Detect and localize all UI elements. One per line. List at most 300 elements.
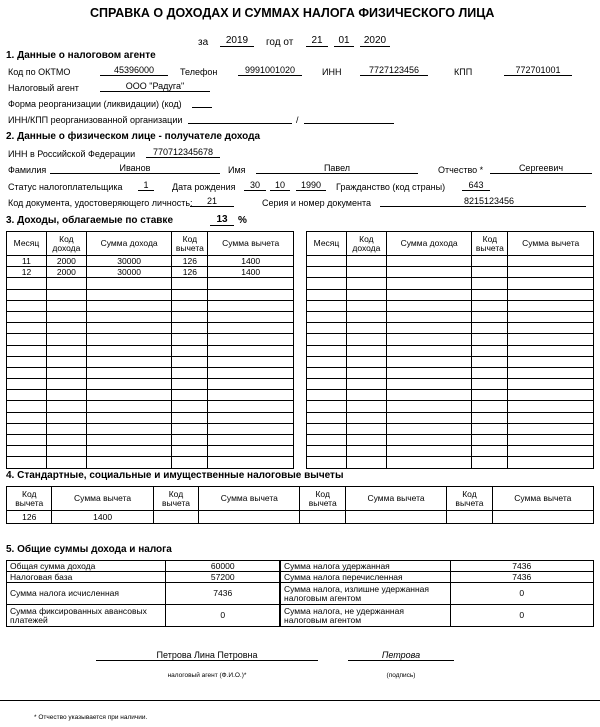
totals-table-right [280,560,594,627]
cell-empty [86,289,172,300]
report-year-date: 2020 [360,35,390,47]
cell-empty [172,379,208,390]
cell-empty [307,256,347,267]
withheld-value: 7436 [450,561,593,572]
table-row [7,256,294,267]
col-deduction-code: Код вычета [7,487,52,511]
cell-empty [472,278,508,289]
year-god-ot-label: год от [266,37,294,48]
cell-empty [346,311,386,322]
col-deduction-sum: Сумма вычета [345,487,446,511]
cell-empty [346,401,386,412]
table-row [7,334,294,345]
cell-empty [172,446,208,457]
cell-deduction-sum: 1400 [52,511,153,524]
reorg-inn-value [188,113,292,124]
cell-empty [472,267,508,278]
table-row [307,311,594,322]
cell-empty [7,278,47,289]
cell-empty [208,289,294,300]
agent-name-caption: налоговый агент (Ф.И.О.)* [167,672,247,679]
cell-empty [346,289,386,300]
citizenship-value: 643 [462,180,490,191]
cell-empty [208,379,294,390]
cell-empty [386,311,472,322]
cell-empty [472,379,508,390]
table-row [307,345,594,356]
cell-empty [172,435,208,446]
cell-empty [208,345,294,356]
cell-empty [172,278,208,289]
cell-month: 11 [7,256,47,267]
cell-empty [172,311,208,322]
cell-empty [307,412,347,423]
cell-empty [386,334,472,345]
table-row [307,278,594,289]
agent-label: Налоговый агент [8,83,79,93]
table-row [307,367,594,378]
cell-empty [172,300,208,311]
table-row [7,345,294,356]
cell-empty [508,412,594,423]
cell-empty [46,278,86,289]
reorg-inn-label: ИНН/КПП реорганизованной организации [8,115,183,125]
table-row [7,356,294,367]
cell-empty [7,323,47,334]
cell-empty [86,423,172,434]
col-deduction-code: Код вычета [172,232,208,256]
cell-empty [208,323,294,334]
cell-empty [172,289,208,300]
cell-empty [7,311,47,322]
birth-year: 1990 [296,180,326,191]
cell-empty [208,457,294,468]
table-row [307,323,594,334]
cell-empty [86,390,172,401]
cell-empty [472,446,508,457]
cell-empty [86,401,172,412]
cell-empty [307,423,347,434]
cell-deduction-sum: 1400 [208,267,294,278]
cell-empty [46,311,86,322]
reorg-form-label: Форма реорганизации (ликвидации) (код) [8,99,182,109]
section5-heading: 5. Общие суммы дохода и налога [6,544,172,555]
cell-empty [386,367,472,378]
cell-empty [46,379,86,390]
table-row [307,457,594,468]
kpp-value: 772701001 [504,65,572,76]
table-row [307,423,594,434]
cell-empty [472,457,508,468]
table-row [307,289,594,300]
cell-empty [208,423,294,434]
citizenship-label: Гражданство (код страны) [336,182,446,192]
table-row [307,379,594,390]
person-inn-label: ИНН в Российской Федерации [8,149,136,159]
doc-num-label: Серия и номер документа [262,198,371,208]
table-row [307,435,594,446]
cell-empty [86,412,172,423]
cell-empty [508,379,594,390]
cell-empty [172,323,208,334]
cell-empty [386,267,472,278]
cell-empty [172,401,208,412]
table-row [7,278,294,289]
cell-empty [508,278,594,289]
fixed-adv-label: Сумма фиксированных авансовых платежей [7,605,166,627]
cell-empty [172,345,208,356]
cell-empty [208,300,294,311]
cell-empty [300,511,345,524]
table-row [307,401,594,412]
cell-empty [86,278,172,289]
cell-empty [86,435,172,446]
not-withheld-value: 0 [450,605,593,627]
table-row [7,311,294,322]
table-row [307,334,594,345]
tax-rate-pct: % [238,215,247,226]
footer-divider [0,700,600,701]
cell-empty [508,311,594,322]
cell-empty [346,267,386,278]
cell-empty [46,345,86,356]
cell-empty [508,334,594,345]
col-month: Месяц [307,232,347,256]
tax-calc-label: Сумма налога исчисленная [7,583,166,605]
cell-empty [46,323,86,334]
patronymic-label: Отчество * [438,165,484,175]
table-row [307,356,594,367]
cell-empty [46,457,86,468]
cell-empty [86,356,172,367]
cell-empty [508,356,594,367]
cell-deduction-code: 126 [172,267,208,278]
cell-empty [307,323,347,334]
table-row [7,423,294,434]
cell-empty [307,300,347,311]
cell-empty [508,390,594,401]
name-value: Павел [256,163,418,174]
cell-empty [386,435,472,446]
cell-empty [199,511,300,524]
cell-empty [86,379,172,390]
cell-empty [172,412,208,423]
phone-label: Телефон [180,67,218,77]
cell-empty [172,334,208,345]
cell-empty [307,367,347,378]
transferred-value: 7436 [450,572,593,583]
tax-base-label: Налоговая база [7,572,166,583]
year-za-label: за [198,37,209,48]
cell-empty [208,435,294,446]
table-row [7,379,294,390]
cell-empty [86,367,172,378]
cell-empty [172,367,208,378]
cell-empty [386,289,472,300]
cell-income-code: 2000 [46,256,86,267]
table-row [7,412,294,423]
cell-month: 12 [7,267,47,278]
cell-empty [86,457,172,468]
cell-empty [86,300,172,311]
table-row [7,300,294,311]
cell-empty [346,412,386,423]
birth-day: 30 [244,180,266,191]
cell-income-sum: 30000 [86,256,172,267]
cell-empty [7,390,47,401]
deductions-table [6,486,594,524]
cell-deduction-sum: 1400 [208,256,294,267]
cell-empty [153,511,198,524]
over-withheld-label: Сумма налога, излишне удержанная налоговым агентом [281,583,451,605]
col-deduction-sum: Сумма вычета [208,232,294,256]
withheld-label: Сумма налога удержанная [281,561,451,572]
total-income-label: Общая сумма дохода [7,561,166,572]
cell-empty [86,311,172,322]
cell-empty [472,367,508,378]
agent-inn-value: 7727123456 [360,65,428,76]
income-table-right [306,231,594,469]
reorg-kpp-value [304,113,394,124]
cell-empty [46,412,86,423]
cell-empty [7,412,47,423]
cell-empty [508,289,594,300]
doc-num-value: 8215123456 [380,196,586,207]
cell-empty [7,367,47,378]
cell-empty [386,379,472,390]
cell-empty [7,356,47,367]
empty-rows-left [7,278,294,468]
cell-empty [208,446,294,457]
cell-empty [46,334,86,345]
cell-empty [7,289,47,300]
col-deduction-code: Код вычета [472,232,508,256]
signature: Петрова [348,650,454,661]
report-day: 21 [306,35,328,47]
cell-empty [508,435,594,446]
cell-empty [208,401,294,412]
cell-empty [346,278,386,289]
cell-empty [208,311,294,322]
cell-empty [472,401,508,412]
tax-calc-value: 7436 [166,583,280,605]
col-deduction-code: Код вычета [447,487,492,511]
cell-empty [346,435,386,446]
cell-empty [386,356,472,367]
table-row [7,435,294,446]
cell-empty [7,300,47,311]
table-row [307,267,594,278]
cell-empty [472,390,508,401]
table-row [7,367,294,378]
table-row [7,267,294,278]
section1-heading: 1. Данные о налоговом агенте [6,50,156,61]
status-label: Статус налогоплательщика [8,182,123,192]
cell-empty [508,256,594,267]
cell-empty [386,345,472,356]
patronymic-value: Сергеевич [490,163,592,174]
cell-empty [508,401,594,412]
cell-empty [307,457,347,468]
cell-empty [386,457,472,468]
cell-empty [386,278,472,289]
tax-base-value: 57200 [166,572,280,583]
col-income-code: Код дохода [346,232,386,256]
cell-empty [346,367,386,378]
cell-empty [386,300,472,311]
cell-empty [472,345,508,356]
cell-empty [345,511,446,524]
cell-empty [7,435,47,446]
oktmo-label: Код по ОКТМО [8,67,71,77]
cell-empty [208,412,294,423]
reorg-slash: / [296,115,299,125]
table-row [7,446,294,457]
cell-empty [307,446,347,457]
cell-empty [346,457,386,468]
report-month: 01 [334,35,354,47]
table-row [7,323,294,334]
cell-empty [307,334,347,345]
cell-empty [7,334,47,345]
col-income-sum: Сумма дохода [386,232,472,256]
cell-empty [208,334,294,345]
cell-empty [307,390,347,401]
signature-caption: (подпись) [386,672,416,679]
name-label: Имя [228,165,246,175]
cell-income-code: 2000 [46,267,86,278]
cell-empty [208,390,294,401]
doc-code-value: 21 [190,196,234,207]
cell-empty [172,457,208,468]
cell-empty [46,367,86,378]
cell-deduction-code: 126 [172,256,208,267]
cell-empty [86,323,172,334]
cell-empty [46,435,86,446]
cell-empty [472,300,508,311]
table-row [307,446,594,457]
cell-empty [447,511,492,524]
cell-empty [508,323,594,334]
cell-empty [386,256,472,267]
cell-empty [508,423,594,434]
cell-empty [7,345,47,356]
col-deduction-code: Код вычета [153,487,198,511]
cell-empty [7,457,47,468]
cell-empty [86,345,172,356]
cell-empty [46,289,86,300]
cell-empty [508,446,594,457]
totals-table-left [6,560,280,627]
cell-empty [386,323,472,334]
birth-month: 10 [270,180,290,191]
cell-empty [472,256,508,267]
cell-empty [508,267,594,278]
empty-rows-right [307,256,594,469]
cell-empty [307,345,347,356]
section4-heading: 4. Стандартные, социальные и имущественные налоговые вычеты [6,470,344,481]
report-year: 2019 [220,35,254,47]
table-row [7,390,294,401]
table-row [7,511,594,524]
cell-empty [346,356,386,367]
col-deduction-code: Код вычета [300,487,345,511]
footnote: * Отчество указывается при наличии. [34,714,148,721]
table-row [307,412,594,423]
cell-empty [346,334,386,345]
cell-empty [46,390,86,401]
kpp-label: КПП [454,67,473,77]
table-row [307,256,594,267]
cell-empty [472,289,508,300]
cell-empty [492,511,593,524]
cell-empty [346,446,386,457]
cell-empty [508,300,594,311]
cell-empty [472,356,508,367]
cell-empty [7,423,47,434]
cell-empty [46,446,86,457]
cell-empty [46,423,86,434]
cell-empty [346,323,386,334]
cell-empty [307,356,347,367]
col-deduction-sum: Сумма вычета [199,487,300,511]
col-deduction-sum: Сумма вычета [52,487,153,511]
cell-empty [472,311,508,322]
surname-value: Иванов [50,163,220,174]
cell-empty [386,446,472,457]
transferred-label: Сумма налога перечисленная [281,572,451,583]
cell-empty [208,356,294,367]
cell-empty [346,256,386,267]
cell-empty [508,457,594,468]
cell-deduction-code: 126 [7,511,52,524]
cell-empty [472,412,508,423]
cell-empty [307,435,347,446]
birth-label: Дата рождения [172,182,236,192]
cell-empty [472,334,508,345]
cell-empty [307,278,347,289]
table-row [307,390,594,401]
agent-value: ООО "Радуга" [100,81,210,92]
cell-empty [307,401,347,412]
not-withheld-label: Сумма налога, не удержанная налоговым агентом [281,605,451,627]
cell-empty [208,278,294,289]
phone-value: 9991001020 [238,65,302,76]
reorg-form-value [192,97,212,108]
cell-empty [307,311,347,322]
document-title: СПРАВКА О ДОХОДАХ И СУММАХ НАЛОГА ФИЗИЧЕСКОГО ЛИЦА [90,6,495,20]
section3-heading: 3. Доходы, облагаемые по ставке [6,215,174,226]
cell-income-sum: 30000 [86,267,172,278]
cell-empty [386,390,472,401]
cell-empty [346,423,386,434]
tax-rate-value: 13 [210,214,234,226]
table-row [7,289,294,300]
table-row [307,300,594,311]
cell-empty [346,345,386,356]
cell-empty [346,390,386,401]
cell-empty [46,300,86,311]
cell-empty [386,423,472,434]
cell-empty [46,356,86,367]
cell-empty [172,356,208,367]
cell-empty [307,267,347,278]
cell-empty [7,401,47,412]
cell-empty [472,323,508,334]
cell-empty [346,379,386,390]
agent-name: Петрова Лина Петровна [96,650,318,661]
col-month: Месяц [7,232,47,256]
